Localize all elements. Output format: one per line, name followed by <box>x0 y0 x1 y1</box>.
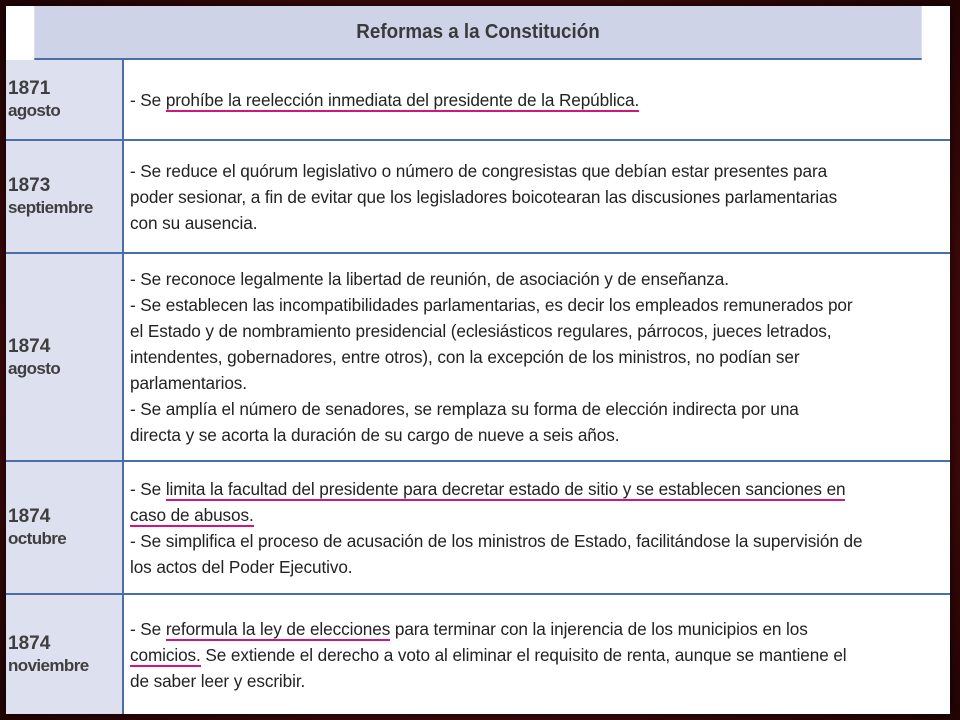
text-line <box>130 668 946 694</box>
text-segment: para terminar con la injerencia de los municipios en los <box>390 618 808 639</box>
text-segment: - Se reduce el quórum legislativo o número de congresistas que debían estar presentes para <box>130 160 828 181</box>
month-label: octubre <box>8 529 67 548</box>
date-cell <box>6 462 124 593</box>
text-line <box>130 554 946 580</box>
text-line <box>130 87 946 113</box>
text-segment: - Se reconoce legalmente la libertad de reunión, de asociación y de enseñanza. <box>130 269 729 289</box>
text-line <box>130 396 946 422</box>
text-segment: - Se amplía el número de senadores, se remplaza su forma de elección indirecta por una <box>130 399 799 419</box>
text-segment: directa y se acorta la duración de su cargo de nueve a seis años. <box>130 425 620 445</box>
text-line <box>130 292 946 318</box>
text-segment: - Se simplifica el proceso de acusación de los ministros de Estado, facilitándose la supervisión de <box>130 530 863 551</box>
reform-text <box>130 141 946 252</box>
table-row <box>6 254 950 462</box>
text-line <box>130 502 946 528</box>
text-line <box>130 528 946 554</box>
year-label: 1873 <box>8 175 51 196</box>
date-cell <box>6 141 124 252</box>
underlined-text: limita la facultad del presidente para decretar estado de sitio y se establecen sanciones en <box>165 478 846 499</box>
reform-text <box>130 462 946 593</box>
month-label: agosto <box>8 358 61 378</box>
reform-text <box>130 60 946 139</box>
year-label: 1874 <box>8 335 51 357</box>
text-line <box>130 266 946 292</box>
text-segment: - Se <box>130 618 166 639</box>
year-label: 1874 <box>8 506 51 527</box>
table-row <box>6 595 950 714</box>
text-segment: Se extiende el derecho a voto al eliminar el requisito de renta, aunque se mantiene el <box>200 644 847 665</box>
table-row <box>6 462 950 595</box>
text-line <box>130 344 946 370</box>
text-segment: - Se <box>130 478 166 499</box>
text-segment: parlamentarios. <box>130 373 247 393</box>
year-label: 1871 <box>8 78 51 99</box>
text-line <box>130 184 946 210</box>
text-segment: con su ausencia. <box>130 212 258 233</box>
text-line <box>130 318 946 344</box>
month-label: septiembre <box>8 198 93 217</box>
text-line <box>130 422 946 448</box>
table-row <box>6 60 950 141</box>
text-line <box>130 370 946 396</box>
text-segment: los actos del Poder Ejecutivo. <box>130 556 353 577</box>
underlined-text: reformula la ley de elecciones <box>165 618 391 639</box>
text-line <box>130 642 946 668</box>
constitution-reforms-table <box>6 6 950 714</box>
table-title: Reformas a la Constitución <box>34 6 921 60</box>
table-row <box>6 141 950 254</box>
underlined-text: caso de abusos. <box>130 504 254 525</box>
date-cell <box>6 60 124 139</box>
text-segment: el Estado y de nombramiento presidencial (eclesiásticos regulares, párrocos, jueces letrados, <box>130 321 832 341</box>
underlined-text: prohíbe la reelección inmediata del presidente de la República. <box>165 89 640 110</box>
reform-text <box>130 595 946 714</box>
month-label: noviembre <box>8 656 89 675</box>
month-label: agosto <box>8 101 61 120</box>
text-line <box>130 476 946 502</box>
reform-text <box>130 254 946 460</box>
text-segment: poder sesionar, a fin de evitar que los legisladores boicotearan las discusiones parlamentarias <box>130 186 838 207</box>
text-segment: - Se <box>130 89 166 110</box>
text-line <box>130 210 946 236</box>
underlined-text: comicios. <box>130 644 201 665</box>
text-line <box>130 158 946 184</box>
text-segment: intendentes, gobernadores, entre otros), con la excepción de los ministros, no podían ser <box>130 347 800 367</box>
text-segment: de saber leer y escribir. <box>130 670 306 691</box>
text-segment: - Se establecen las incompatibilidades parlamentarias, es decir los empleados remunerados por <box>130 295 853 315</box>
date-cell <box>6 595 124 714</box>
date-cell <box>6 254 124 460</box>
year-label: 1874 <box>8 633 51 654</box>
text-line <box>130 616 946 642</box>
